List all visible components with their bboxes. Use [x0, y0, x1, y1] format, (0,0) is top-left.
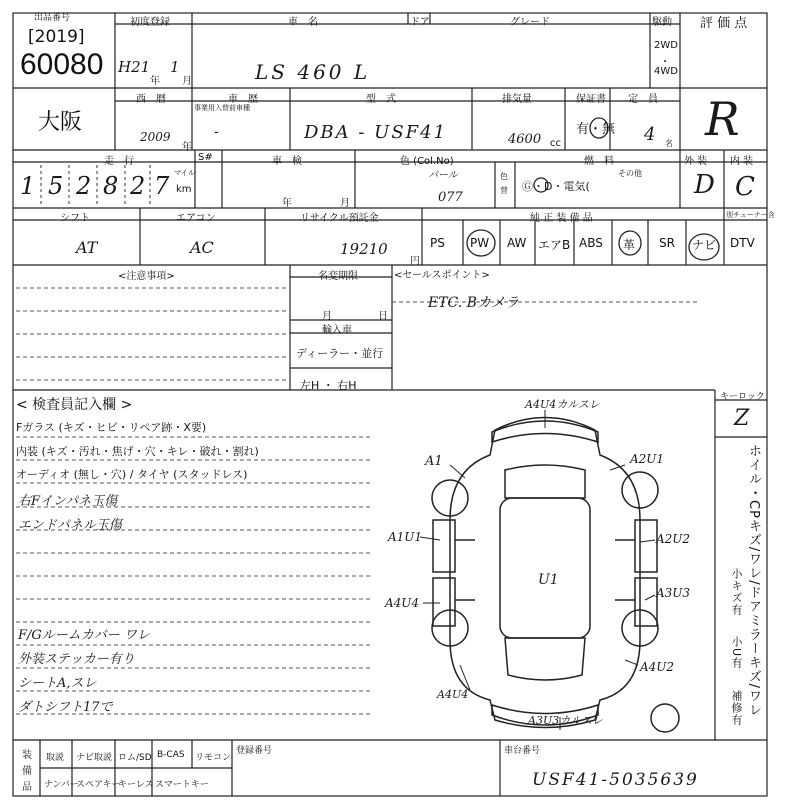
footer-item-navi-manual: ナビ取説 [76, 753, 113, 763]
displacement-value: 4600 [508, 132, 542, 147]
inspector-note-2: エンドパネル玉傷 [18, 518, 122, 533]
inspector-line-audio: オーディオ (無し・穴) / タイヤ (スタッドレス) [16, 468, 248, 481]
door-label: ドア [410, 17, 430, 28]
inspection-year-unit: 年 [282, 198, 292, 209]
diagram-label-a2u2: A2U2 [656, 532, 691, 546]
diagram-label-a4u2: A4U2 [640, 660, 675, 674]
footer-item-spare-key: スペアキー [76, 780, 121, 790]
drive-4wd: 4WD [654, 66, 678, 77]
equip-abs: ABS [579, 236, 603, 250]
car-name-label: 車 名 [288, 17, 318, 28]
model-label: 型 式 [366, 94, 396, 105]
mileage-unit-km: km [176, 184, 192, 195]
western-year-value: 2009 [140, 130, 171, 144]
fuel-label: 燃 料 [584, 156, 614, 167]
inspector-line-glass: Fガラス (キズ・ヒビ・リペア跡・X要) [16, 421, 207, 434]
equip-vertical-1: 装 [22, 750, 32, 761]
history-note: 事業用入替前車種 [194, 104, 250, 112]
mileage-unit-mile: マイル [174, 169, 195, 177]
first-registration-month-unit: 月 [182, 76, 192, 87]
chassis-number-value: USF41-5035639 [532, 770, 699, 790]
name-change-label: 名変期限 [318, 271, 358, 282]
small-scratch-label: 小キズ有 [730, 568, 743, 616]
diagram-label-a3u3: A3U3 [656, 586, 691, 600]
import-label: 輸入車 [322, 325, 352, 336]
shift-value: AT [76, 238, 98, 257]
displacement-label: 排気量 [502, 94, 532, 105]
footer-item-smart-key: スマートキー [155, 780, 209, 790]
inspector-line-interior: 内装 (キズ・汚れ・焦げ・穴・キレ・破れ・割れ) [16, 445, 259, 458]
diagram-label-a1: A1 [425, 454, 443, 469]
year-badge: [2019] [28, 27, 85, 47]
caution-label: <注意事項> [118, 271, 175, 282]
color-value: パール [428, 170, 458, 181]
equip-leather: 革 [623, 238, 636, 252]
mileage-digit-1: 1 [20, 172, 36, 200]
dealer-label: ディーラー・並行 [296, 347, 384, 360]
footer-item-manual: 取説 [46, 753, 65, 763]
displacement-unit: cc [550, 138, 561, 149]
footer-item-bcas: B-CAS [157, 750, 185, 760]
inspector-note-8: シートA,スレ [18, 676, 97, 691]
equip-sunroof: SR [659, 236, 675, 250]
footer-item-keyless: キーレス [118, 780, 154, 790]
keylock-value: Z [734, 406, 750, 431]
western-year-unit: 年 [182, 142, 192, 153]
exterior-value: D [694, 170, 715, 200]
history-value: - [214, 124, 219, 140]
inspector-note-7: 外装ステッカー有り [18, 652, 135, 667]
recycle-value: 19210 [340, 240, 388, 258]
interior-label: 内 装 [730, 156, 754, 167]
color-change-label: 色替 [500, 172, 508, 195]
inspection-label: 車 検 [272, 156, 302, 167]
capacity-unit: 名 [665, 139, 673, 148]
chassis-number-label: 車台番号 [504, 746, 541, 756]
equip-ps: PS [430, 236, 445, 250]
mileage-digit-5: 2 [130, 172, 146, 200]
diagram-label-u1: U1 [538, 572, 559, 588]
mileage-digit-3: 2 [76, 172, 92, 200]
location: 大阪 [38, 110, 83, 135]
name-change-day: 日 [378, 311, 388, 322]
interior-value: C [735, 172, 755, 202]
equip-aw: AW [507, 236, 527, 250]
grade-label: グレード [510, 17, 550, 28]
drive-separator: ・ [660, 57, 670, 68]
recycle-label: リサイクル預託金 [300, 213, 379, 224]
mileage-label: 走 行 [104, 156, 134, 167]
first-registration-year-unit: 年 [150, 76, 160, 87]
score-label: 評 価 点 [700, 16, 748, 31]
inspector-note-6: F/Gルームカバー ワレ [18, 628, 150, 643]
score-value: R [705, 92, 740, 146]
recycle-unit: 円 [410, 256, 420, 267]
exterior-label: 外 装 [684, 156, 708, 167]
tuner-label: 別チューナー含 [726, 211, 775, 219]
footer-item-remote: リモコン [195, 753, 232, 763]
equipment-label: 純 正 装 備 品 [530, 213, 593, 224]
shift-label: シフト [60, 213, 90, 224]
first-registration-value: H21 [118, 58, 151, 76]
ac-label: エアコン [176, 213, 216, 224]
first-registration-label: 初度登録 [130, 17, 170, 28]
fuel-other: その他 [618, 169, 642, 178]
diagram-label-a4u4-bottom: A4U4 [437, 688, 469, 701]
keylock-label: キーロック [720, 392, 765, 402]
sales-point-value: ETC. Bカメラ [428, 295, 519, 311]
first-registration-month: 1 [170, 58, 180, 76]
color-label: 色 (Col.No) [400, 156, 454, 167]
drive-label: 駆動 [652, 17, 672, 28]
capacity-value: 4 [644, 124, 656, 145]
inspector-note-1: 右Fインパネ玉傷 [18, 494, 118, 509]
lot-number: 60080 [20, 48, 104, 81]
diagram-label-top: A4U4カルスレ [525, 398, 600, 411]
western-year-label: 西 暦 [136, 94, 166, 105]
warranty-value: 有・無 [576, 122, 616, 137]
diagram-label-a4u4-left: A4U4 [385, 596, 420, 610]
repair-label: 補修有 [730, 690, 743, 726]
footer-item-number: ナンバー [44, 780, 79, 790]
mileage-digit-4: 8 [103, 172, 119, 200]
sales-point-label: <セールスポイント> [394, 270, 490, 281]
diagram-label-a2u1: A2U1 [630, 452, 665, 466]
history-label: 車 歴 [228, 94, 258, 105]
equip-vertical-3: 品 [22, 782, 32, 793]
equip-dtv: DTV [730, 236, 755, 250]
color-number: 077 [438, 190, 463, 205]
diagram-label-bottom: A3U3カルスレ [528, 714, 603, 727]
right-panel-vertical-text: ホイル・CPキズ/ワレ/ドアミラーキズ/ワレ [746, 444, 761, 718]
model-value: DBA - USF41 [304, 122, 448, 143]
equip-vertical-2: 備 [22, 766, 32, 777]
car-name-value: LS 460 L [255, 60, 371, 84]
ac-value: AC [190, 238, 214, 257]
mileage-digit-6: 7 [154, 172, 170, 200]
steering-label: 左H ・ 右H [300, 379, 357, 392]
warranty-label: 保証書 [576, 94, 606, 105]
inspection-month-unit: 月 [340, 198, 350, 209]
registration-number-label: 登録番号 [236, 746, 273, 756]
equip-airbag: エアB [538, 238, 571, 252]
small-u-label: 小U有 [730, 636, 743, 670]
smeter-label: S# [198, 152, 213, 163]
inspector-title: < 検査員記入欄 > [16, 397, 133, 413]
equip-pw: PW [470, 236, 490, 250]
lot-number-label: 出品番号 [34, 13, 71, 23]
fuel-options: Ⓖ・D・電気( [522, 180, 590, 193]
inspector-note-9: ダトシフト17で [18, 700, 113, 715]
equip-navi: ナビ [692, 238, 717, 252]
drive-2wd: 2WD [654, 40, 678, 51]
capacity-label: 定 員 [628, 94, 658, 105]
name-change-month: 月 [322, 311, 332, 322]
diagram-label-a1u1: A1U1 [388, 530, 423, 544]
mileage-digit-2: 5 [48, 172, 64, 200]
footer-item-rom-sd: ロム/SD [118, 753, 152, 763]
